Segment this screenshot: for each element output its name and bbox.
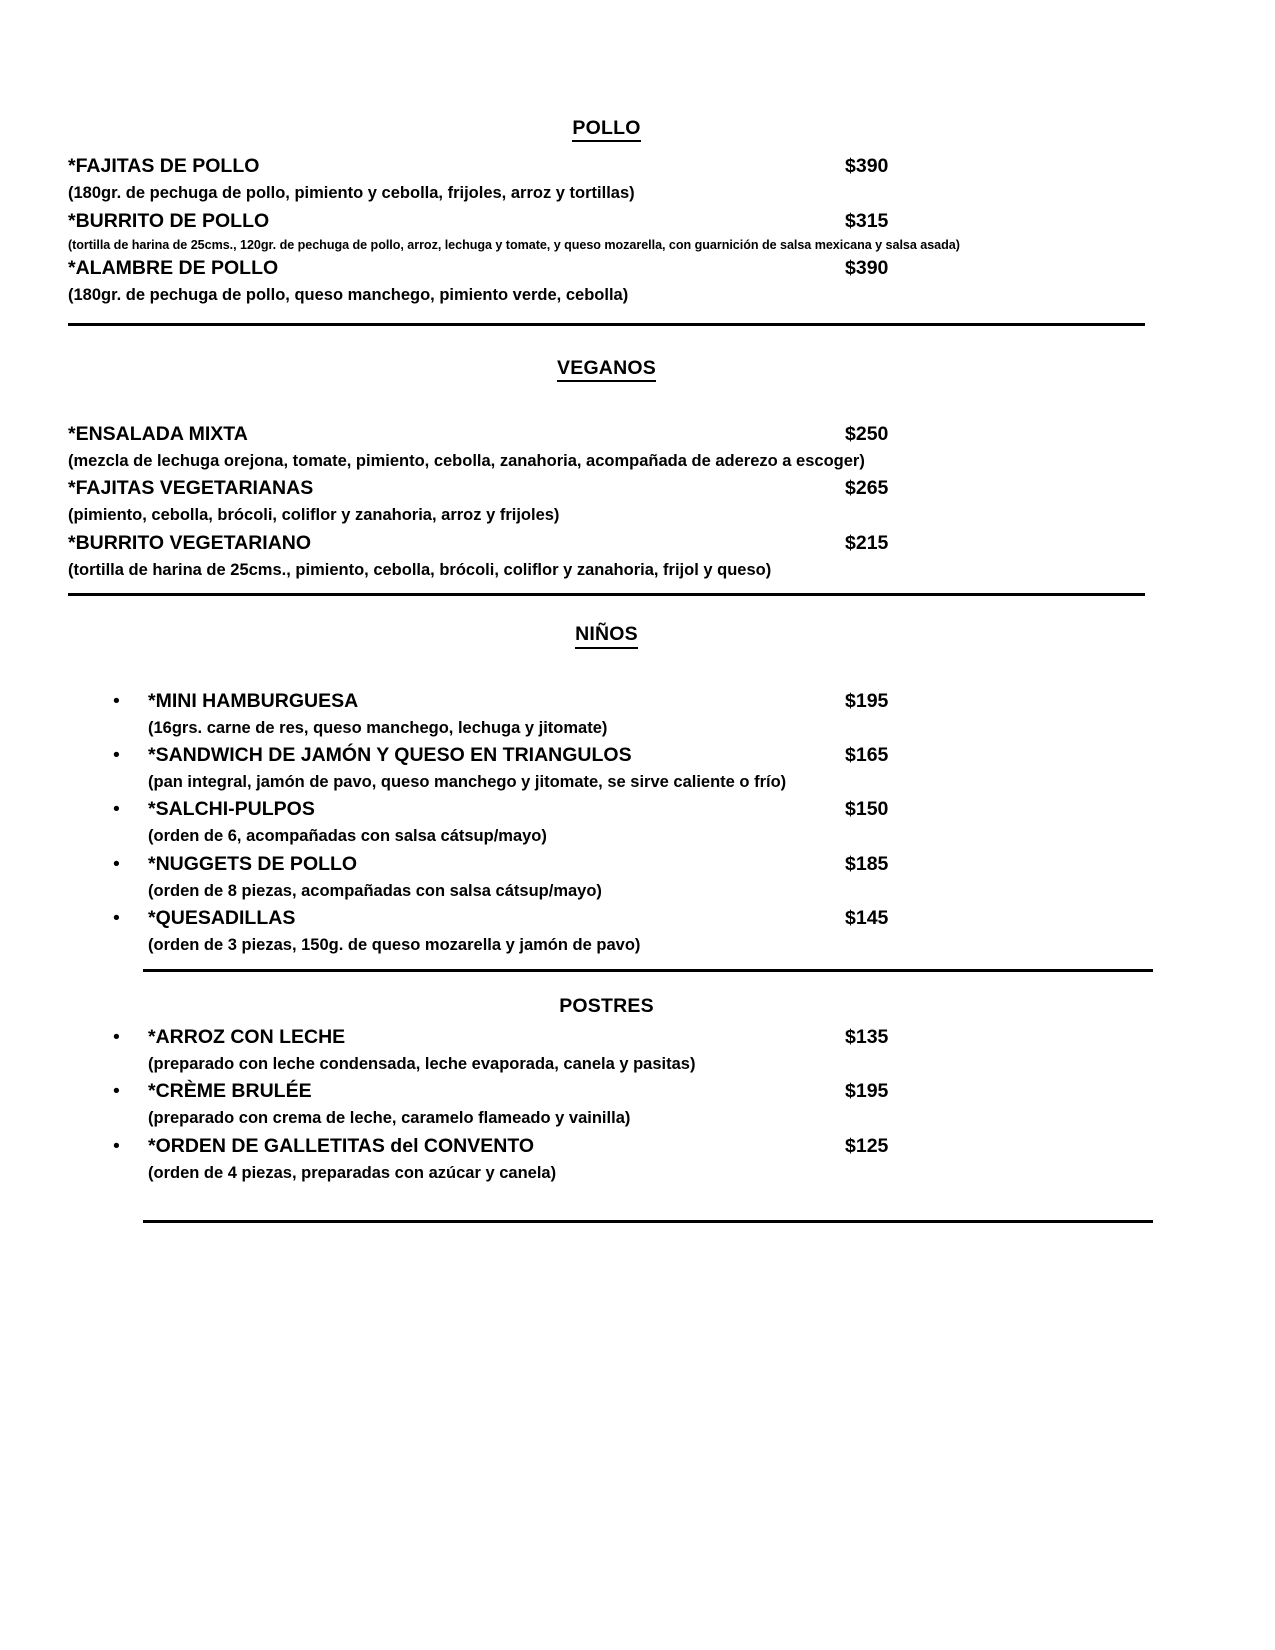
menu-item-row — [68, 209, 1145, 234]
bullet-icon: • — [113, 798, 120, 821]
list-item — [68, 797, 1145, 851]
list-item — [68, 1025, 1145, 1079]
menu-item-name: *FAJITAS DE POLLO — [68, 155, 260, 178]
menu-item-name: *CRÈME BRULÉE — [148, 1080, 312, 1103]
menu-item-description: (pimiento, cebolla, brócoli, coliflor y zanahoria, arroz y frijoles) — [68, 506, 560, 525]
menu-item-list-ninos — [68, 689, 1145, 961]
section-title-veganos: VEGANOS — [557, 358, 656, 382]
menu-item-row — [148, 906, 1145, 931]
menu-item-name: *NUGGETS DE POLLO — [148, 852, 358, 875]
menu-item-row — [68, 531, 1145, 556]
menu-item-price: $135 — [845, 1025, 889, 1048]
menu-item-name: *ALAMBRE DE POLLO — [68, 257, 279, 280]
menu-item-price: $390 — [845, 155, 889, 178]
menu-item-description: (preparado con crema de leche, caramelo flameado y vainilla) — [148, 1109, 631, 1128]
menu-item-description: (orden de 4 piezas, preparadas con azúcar y canela) — [148, 1163, 557, 1182]
section-title-postres: POSTRES — [559, 994, 654, 1017]
bullet-icon: • — [113, 1025, 120, 1048]
menu-item-description: (preparado con leche condensada, leche evaporada, canela y pasitas) — [148, 1054, 696, 1073]
menu-item-name: *BURRITO DE POLLO — [68, 209, 270, 232]
menu-item-price: $150 — [845, 798, 889, 821]
list-item — [68, 852, 1145, 906]
menu-item-price: $185 — [845, 852, 889, 875]
menu-item-description: (orden de 6, acompañadas con salsa cátsup/mayo) — [148, 827, 547, 846]
menu-item-name: *SANDWICH DE JAMÓN Y QUESO EN TRIANGULOS — [148, 743, 632, 766]
menu-item-row — [148, 1025, 1145, 1050]
menu-item-row — [68, 154, 1145, 179]
list-item — [68, 1079, 1145, 1133]
menu-item-name: *FAJITAS VEGETARIANAS — [68, 477, 314, 500]
menu-item-price: $165 — [845, 743, 889, 766]
bullet-icon: • — [113, 852, 120, 875]
menu-item-name: *ENSALADA MIXTA — [68, 422, 248, 445]
list-item — [68, 906, 1145, 960]
section-header-pollo — [68, 118, 1145, 142]
menu-item-description: (180gr. de pechuga de pollo, pimiento y cebolla, frijoles, arroz y tortillas) — [68, 184, 635, 203]
list-item — [68, 689, 1145, 743]
menu-item-price: $145 — [845, 907, 889, 930]
menu-item-name: *BURRITO VEGETARIANO — [68, 531, 312, 554]
section-header-ninos — [68, 624, 1145, 648]
section-title-pollo: POLLO — [572, 118, 640, 142]
list-item — [68, 743, 1145, 797]
menu-item-description: (orden de 8 piezas, acompañadas con salsa cátsup/mayo) — [148, 881, 602, 900]
menu-item-price: $390 — [845, 257, 889, 280]
menu-item-name: *ORDEN DE GALLETITAS del CONVENTO — [148, 1134, 535, 1157]
menu-item-description: (tortilla de harina de 25cms., 120gr. de pechuga de pollo, arroz, lechuga y tomate, y queso mozarella, con guarnición de salsa mexicana y salsa asada) — [68, 237, 960, 252]
menu-item-row — [148, 689, 1145, 714]
menu-item-description: (tortilla de harina de 25cms., pimiento, cebolla, brócoli, coliflor y zanahoria, frijol y queso) — [68, 560, 772, 579]
menu-item-name: *QUESADILLAS — [148, 907, 296, 930]
menu-item-row — [148, 797, 1145, 822]
menu-item-row — [68, 422, 1145, 447]
menu-item-price: $250 — [845, 422, 889, 445]
menu-item-description: (mezcla de lechuga orejona, tomate, pimiento, cebolla, zanahoria, acompañada de aderezo a escoger) — [68, 451, 865, 470]
page-bottom-divider — [143, 1220, 1153, 1223]
menu-item-row — [148, 743, 1145, 768]
menu-item-name: *MINI HAMBURGUESA — [148, 689, 359, 712]
menu-item-row — [148, 1079, 1145, 1104]
section-header-postres — [68, 996, 1145, 1017]
bullet-icon: • — [113, 689, 120, 712]
menu-item-price: $315 — [845, 209, 889, 232]
bullet-icon: • — [113, 743, 120, 766]
menu-item-name: *ARROZ CON LECHE — [148, 1025, 346, 1048]
menu-item-name: *SALCHI-PULPOS — [148, 798, 315, 821]
list-item — [68, 1134, 1145, 1188]
menu-item-price: $195 — [845, 1080, 889, 1103]
bullet-icon: • — [113, 907, 120, 930]
menu-item-row — [148, 852, 1145, 877]
menu-item-description: (16grs. carne de res, queso manchego, lechuga y jitomate) — [148, 718, 608, 737]
menu-item-description: (pan integral, jamón de pavo, queso manchego y jitomate, se sirve caliente o frío) — [148, 772, 787, 791]
menu-item-description: (180gr. de pechuga de pollo, queso manchego, pimiento verde, cebolla) — [68, 286, 629, 305]
menu-item-price: $195 — [845, 689, 889, 712]
menu-item-price: $215 — [845, 531, 889, 554]
menu-item-description: (orden de 3 piezas, 150g. de queso mozarella y jamón de pavo) — [148, 936, 641, 955]
menu-item-price: $265 — [845, 477, 889, 500]
bullet-icon: • — [113, 1080, 120, 1103]
menu-item-row — [68, 256, 1145, 281]
section-header-veganos — [68, 358, 1145, 382]
menu-item-price: $125 — [845, 1134, 889, 1157]
menu-item-row — [148, 1134, 1145, 1159]
menu-item-list-postres — [68, 1025, 1145, 1188]
bullet-icon: • — [113, 1134, 120, 1157]
section-title-ninos: NIÑOS — [575, 624, 638, 648]
menu-item-row — [68, 476, 1145, 501]
